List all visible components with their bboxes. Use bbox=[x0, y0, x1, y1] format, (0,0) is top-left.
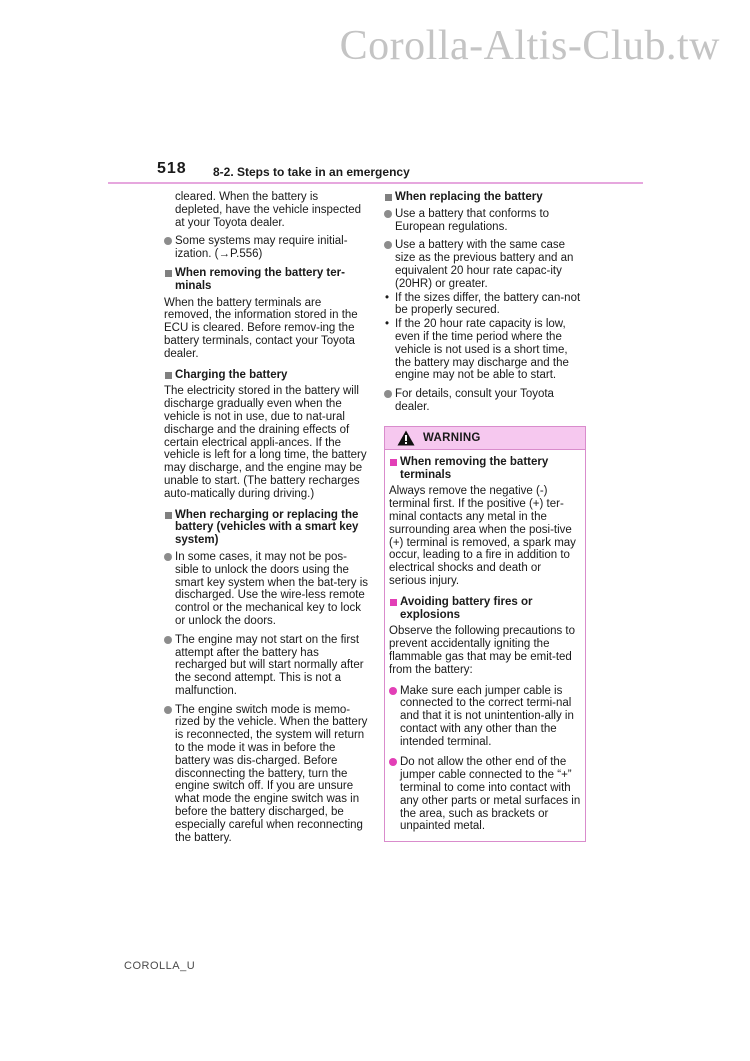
paragraph: The electricity stored in the battery will discharge gradually even when the vehicle is not in use, due to nat-ural discharge and the draining effects of certain electrical appli-ances. If the vehicle is left for a long time, the battery may discharge, and the engine may be unable to start. (The battery recharges auto-matically during driving.) bbox=[164, 385, 367, 500]
warning-bullet-dot-icon bbox=[389, 687, 397, 695]
subheading-recharging: When recharging or replacing the battery (vehicles with a smart key system) bbox=[164, 509, 368, 547]
list-item bbox=[164, 634, 368, 698]
list-item-text: Use a battery with the same case size as the previous battery and an equivalent 20 hour rate capac-ity (20HR) or greater. bbox=[395, 239, 574, 290]
bullet-dot-icon bbox=[384, 390, 392, 398]
warning-triangle-icon bbox=[397, 430, 415, 446]
sub-bullet-icon: • bbox=[385, 291, 390, 304]
list-item-text: Use a battery that conforms to European regulations. bbox=[395, 207, 550, 233]
list-item bbox=[384, 208, 586, 234]
sub-list-item bbox=[384, 318, 586, 382]
warning-header bbox=[385, 427, 585, 450]
left-column bbox=[164, 191, 368, 850]
bullet-dot-icon bbox=[384, 241, 392, 249]
header-rule bbox=[108, 182, 643, 184]
subheading-replacing: When replacing the battery bbox=[384, 191, 586, 204]
bullet-dot-icon bbox=[384, 210, 392, 218]
bullet-dot-icon bbox=[164, 237, 172, 245]
warning-body bbox=[385, 450, 585, 842]
list-item bbox=[384, 239, 586, 290]
warning-paragraph: Observe the following precautions to prevent accidentally igniting the flammable gas that may be emit-ted from the battery: bbox=[389, 625, 576, 676]
warning-list-item bbox=[389, 756, 581, 833]
warning-box bbox=[384, 426, 586, 843]
warning-paragraph: Always remove the negative (-) terminal first. If the positive (+) ter-minal contacts any metal in the surrounding area when the posi-tive (+) terminal is removed, a spark may occur, leading to a fire in addition to electrical shocks and death or serious injury. bbox=[389, 485, 576, 587]
section-title: 8-2. Steps to take in an emergency bbox=[213, 165, 410, 179]
right-column bbox=[384, 191, 586, 842]
sub-bullet-icon: • bbox=[385, 318, 390, 331]
warning-list-item-text: Do not allow the other end of the jumper cable connected to the “+” terminal to come into contact with any other parts or metal surfaces in the area, such as brackets or unpainted metal. bbox=[400, 756, 581, 833]
list-item bbox=[164, 551, 368, 628]
subheading-charging: Charging the battery bbox=[164, 369, 368, 382]
bullet-dot-icon bbox=[164, 636, 172, 644]
list-item bbox=[164, 704, 368, 845]
sub-list-item-text: If the 20 hour rate capacity is low, even if the time period where the vehicle is not used is a short time, the battery may discharge and the engine may not be able to start. bbox=[395, 318, 569, 382]
list-item-text: Some systems may require initial-ization. (→P.556) bbox=[175, 235, 348, 261]
paragraph: When the battery terminals are removed, the information stored in the ECU is cleared. Before remov-ing the battery terminals, contact your Toyota dealer. bbox=[164, 296, 358, 360]
list-item bbox=[384, 388, 586, 414]
continued-text: cleared. When the battery is depleted, have the vehicle inspected at your Toyota dealer. bbox=[175, 191, 362, 229]
warning-subheading-terminals: When removing the battery terminals bbox=[389, 456, 581, 482]
bullet-dot-icon bbox=[164, 706, 172, 714]
list-item-text: For details, consult your Toyota dealer. bbox=[395, 388, 554, 413]
subheading-removing-terminals: When removing the battery ter-minals bbox=[164, 267, 368, 293]
list-item-text: In some cases, it may not be pos-sible to unlock the doors using the smart key system when the bat-tery is discharged. Use the wire-less remote control or the mechanical key to lock or unlock the doors. bbox=[175, 550, 369, 627]
sub-list-item-text: If the sizes differ, the battery can-not be properly secured. bbox=[395, 291, 581, 317]
list-item-text: The engine switch mode is memo-rized by the vehicle. When the battery is reconnected, the system will return to the mode it was in before the battery was dis-charged. Before disconnecting the battery, turn the engine switch off. If you are unsure what mode the engine switch was in before the battery discharged, be especially careful when reconnecting the battery. bbox=[175, 703, 368, 844]
sub-list-item bbox=[384, 292, 586, 318]
warning-list-item-text: Make sure each jumper cable is connected to the correct termi-nal and that it is not unintention-ally in contact with any other than the intended terminal. bbox=[400, 684, 574, 748]
warning-label: WARNING bbox=[423, 431, 481, 444]
warning-bullet-dot-icon bbox=[389, 758, 397, 766]
footer-code: COROLLA_U bbox=[124, 960, 196, 972]
list-item-text: The engine may not start on the first attempt after the battery has recharged but will start normally after the second attempt. This is not a malfunction. bbox=[175, 633, 364, 697]
list-item bbox=[164, 235, 368, 261]
warning-subheading-fires: Avoiding battery fires or explosions bbox=[389, 596, 581, 622]
page-number: 518 bbox=[157, 160, 187, 177]
warning-list-item bbox=[389, 685, 581, 749]
watermark: Corolla-Altis-Club.tw bbox=[339, 23, 720, 69]
bullet-dot-icon bbox=[164, 553, 172, 561]
